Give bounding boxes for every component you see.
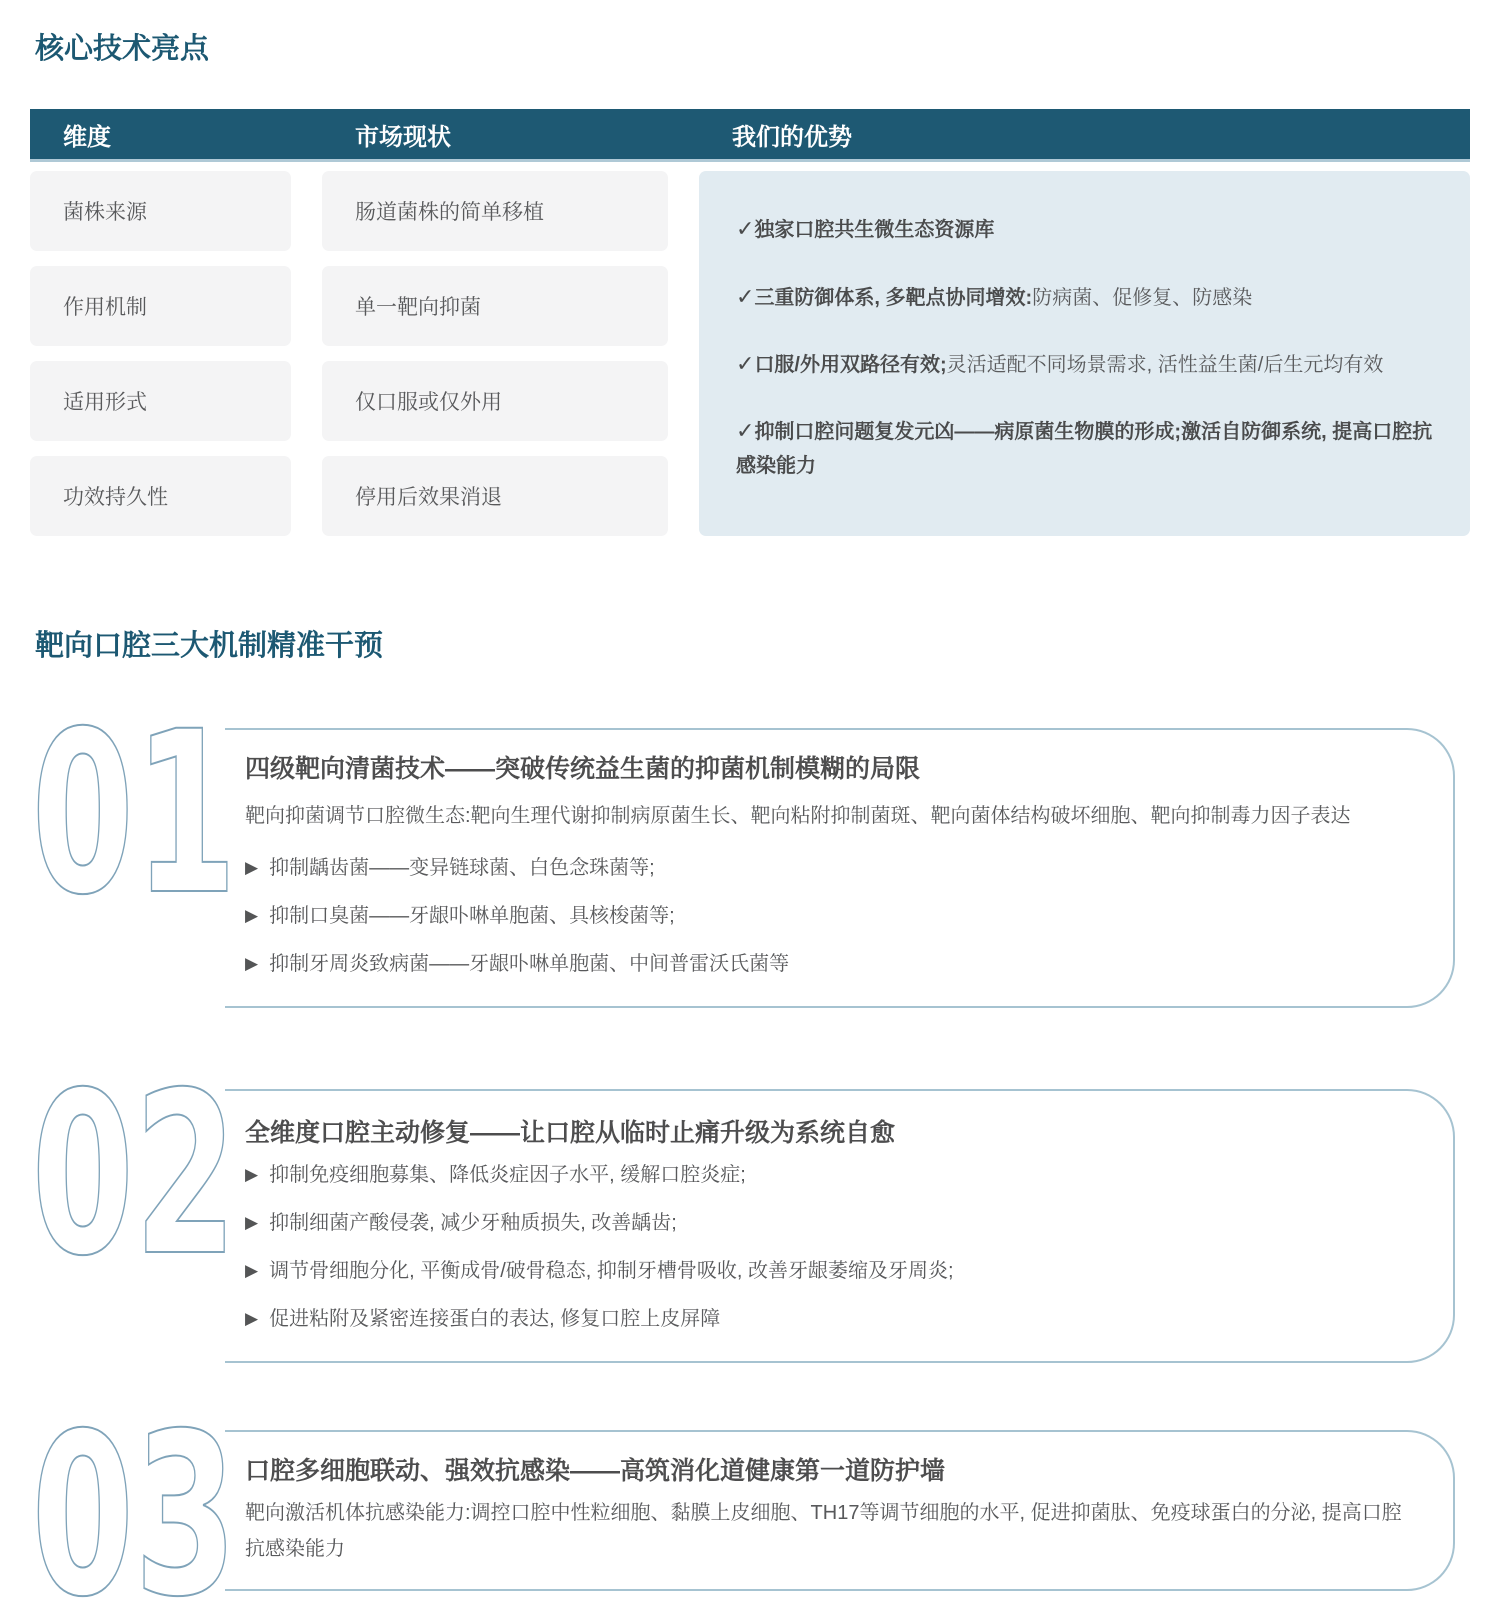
mechanism-item-2 xyxy=(30,1044,1455,1363)
triangle-bullet-icon: ▶ xyxy=(245,857,259,877)
mechanism-bullet xyxy=(245,855,1411,882)
mechanism-bullet xyxy=(245,1210,1411,1237)
mechanism-item-3 xyxy=(30,1385,1455,1602)
triangle-bullet-icon: ▶ xyxy=(245,1309,259,1329)
market-status-cell: 仅口服或仅外用 xyxy=(322,361,668,441)
column-header-our-advantages: 我们的优势 xyxy=(732,123,852,151)
bullet-text: 抑制龋齿菌——变异链球菌、白色念珠菌等; xyxy=(269,856,655,879)
advantages-panel xyxy=(699,171,1470,536)
market-status-cell: 停用后效果消退 xyxy=(322,456,668,536)
bullet-text: 促进粘附及紧密连接蛋白的表达, 修复口腔上皮屏障 xyxy=(269,1308,721,1331)
triangle-bullet-icon: ▶ xyxy=(245,1213,259,1233)
advantage-item xyxy=(736,413,1435,482)
market-status-cell: 单一靶向抑菌 xyxy=(322,266,668,346)
page-title-core-highlights: 核心技术亮点 xyxy=(35,33,210,65)
mechanism-number-text: 03 xyxy=(31,1385,238,1602)
mechanism-title: 口腔多细胞联动、强效抗感染——高筑消化道健康第一道防护墙 xyxy=(245,1457,946,1486)
advantage-regular-text: 灵活适配不同场景需求, 活性益生菌/后生元均有效 xyxy=(946,353,1384,376)
mechanism-title: 四级靶向清菌技术——突破传统益生菌的抑菌机制模糊的局限 xyxy=(245,754,921,783)
dimension-cell: 功效持久性 xyxy=(30,456,291,536)
column-header-dimension: 维度 xyxy=(63,123,111,151)
market-status-cell: 肠道菌株的简单移植 xyxy=(322,171,668,251)
mechanism-card xyxy=(225,1089,1455,1363)
triangle-bullet-icon: ▶ xyxy=(245,905,259,925)
dimension-cell: 作用机制 xyxy=(30,266,291,346)
column-header-market-status: 市场现状 xyxy=(355,123,451,151)
bullet-text: 抑制牙周炎致病菌——牙龈卟啉单胞菌、中间普雷沃氏菌等 xyxy=(269,952,790,975)
mechanism-bullet xyxy=(245,1162,1411,1189)
mechanism-number-outline xyxy=(30,682,238,944)
mechanism-item-1 xyxy=(30,682,1455,1008)
check-icon: ✓ xyxy=(736,283,755,309)
mechanism-description: 靶向抑菌调节口腔微生态:靶向生理代谢抑制病原菌生长、靶向粘附抑制菌斑、靶向菌体结构破坏细胞、靶向抑制毒力因子表达 xyxy=(245,804,1351,827)
advantage-bold-text: 独家口腔共生微生态资源库 xyxy=(754,219,995,242)
mechanism-number-text: 01 xyxy=(31,682,238,944)
advantage-bold-text: 抑制口腔问题复发元凶——病原菌生物膜的形成;激活自防御系统, 提高口腔抗感染能力 xyxy=(736,421,1433,477)
triangle-bullet-icon: ▶ xyxy=(245,1165,259,1185)
mechanism-title: 全维度口腔主动修复——让口腔从临时止痛升级为系统自愈 xyxy=(245,1118,896,1147)
triangle-bullet-icon: ▶ xyxy=(245,953,259,973)
comparison-table-body xyxy=(30,171,1470,536)
dimension-cell: 适用形式 xyxy=(30,361,291,441)
advantage-bold-text: 三重防御体系, 多靶点协同增效: xyxy=(754,286,1033,309)
check-icon: ✓ xyxy=(736,350,755,376)
bullet-text: 抑制口臭菌——牙龈卟啉单胞菌、具核梭菌等; xyxy=(269,904,675,927)
mechanism-number-outline xyxy=(30,1385,238,1602)
mechanism-card xyxy=(225,1430,1455,1591)
mechanism-bullet xyxy=(245,1306,1411,1333)
advantage-item xyxy=(736,279,1435,315)
advantage-regular-text: 防病菌、促修复、防感染 xyxy=(1032,286,1253,309)
check-icon: ✓ xyxy=(736,216,755,242)
page-title-mechanisms: 靶向口腔三大机制精准干预 xyxy=(35,630,384,663)
comparison-table-header xyxy=(30,109,1470,162)
advantage-bold-text: 口服/外用双路径有效; xyxy=(754,353,947,376)
bullet-text: 调节骨细胞分化, 平衡成骨/破骨稳态, 抑制牙槽骨吸收, 改善牙龈萎缩及牙周炎; xyxy=(269,1260,954,1283)
dimension-cell: 菌株来源 xyxy=(30,171,291,251)
mechanism-bullet xyxy=(245,951,1411,978)
advantage-item xyxy=(736,346,1435,382)
mechanism-bullet xyxy=(245,903,1411,930)
advantage-item xyxy=(736,211,1435,247)
bullet-text: 抑制免疫细胞募集、降低炎症因子水平, 缓解口腔炎症; xyxy=(269,1164,746,1187)
mechanism-bullet xyxy=(245,1258,1411,1285)
bullet-text: 抑制细菌产酸侵袭, 减少牙釉质损失, 改善龋齿; xyxy=(269,1212,677,1235)
comparison-table xyxy=(30,109,1470,536)
mechanism-description: 靶向激活机体抗感染能力:调控口腔中性粒细胞、黏膜上皮细胞、TH17等调节细胞的水平, 促进抑菌肽、免疫球蛋白的分泌, 提高口腔抗感染能力 xyxy=(245,1502,1402,1561)
mechanism-number-text: 02 xyxy=(31,1044,238,1306)
mechanism-number-outline xyxy=(30,1044,238,1306)
triangle-bullet-icon: ▶ xyxy=(245,1261,259,1281)
check-icon: ✓ xyxy=(736,418,755,444)
mechanism-card xyxy=(225,728,1455,1008)
